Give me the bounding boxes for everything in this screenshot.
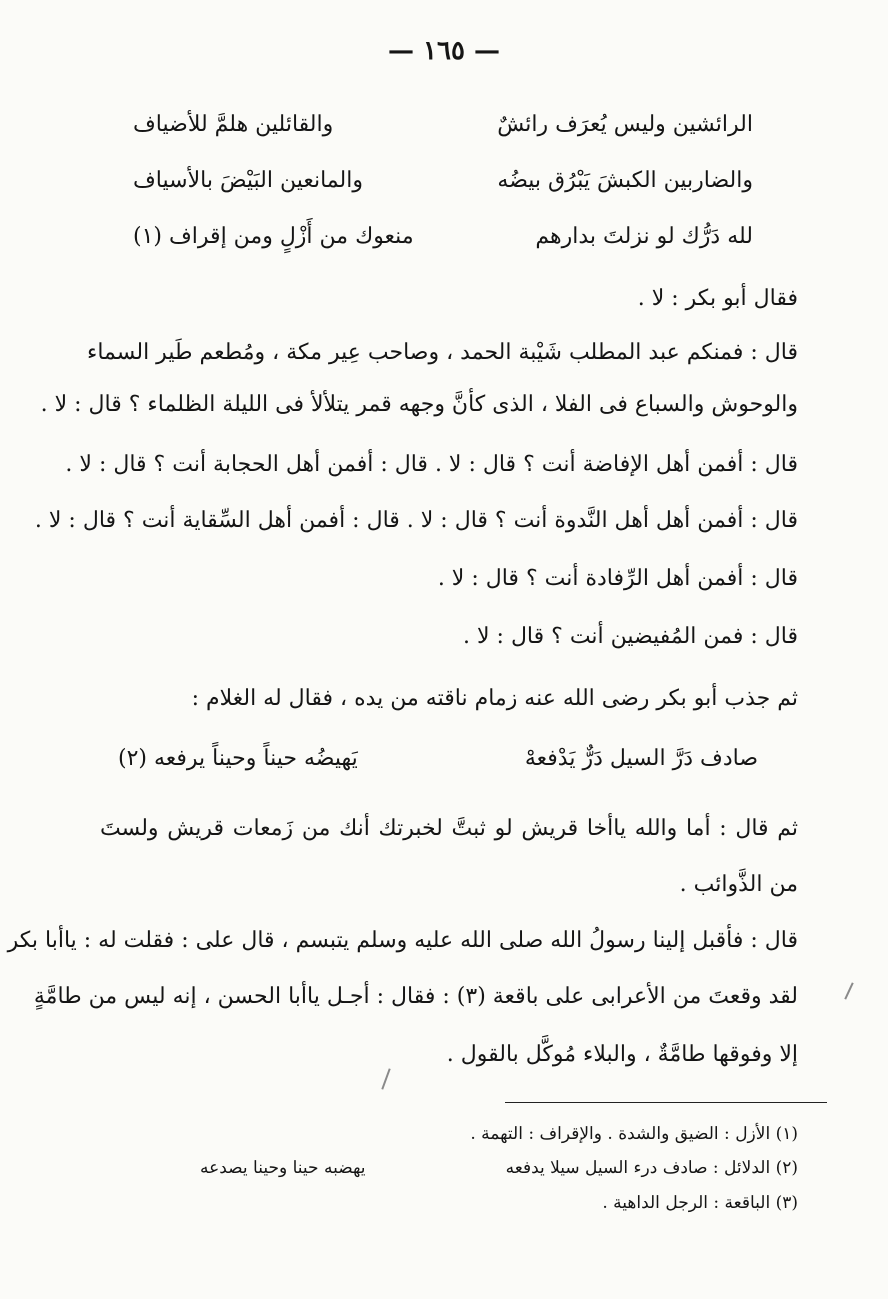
text-line: لقد وقعتَ من الأعرابى على باقعة (٣) : فقال : أجـل ياأبا الحسن ، إنه ليس من طامَّةٍ [33, 984, 798, 1009]
text-line: قال : أفمن أهل الرِّفادة أنت ؟ قال : لا . [437, 566, 798, 591]
verse-row [133, 168, 753, 208]
verse-hemistich-left: يَهيضُه حيناً وحيناً يرفعه (٢) [118, 746, 358, 771]
scan-mark [844, 982, 853, 999]
text-line: والوحوش والسباع فى الفلا ، الذى كأنَّ وجهه قمر يتلألأ فى الليلة الظلماء ؟ قال : لا . [40, 392, 798, 417]
footnote: (١) الأزل : الضيق والشدة . والإقراف : التهمة . [470, 1124, 798, 1144]
verse-row [133, 224, 753, 264]
scan-mark [381, 1068, 390, 1089]
text-line: ثم قال : أما والله ياأخا قريش لو ثبتَّ لخبرتك أنك من زَمعات قريش ولستَ [100, 816, 798, 841]
text-line: قال : أفمن أهل أهل النَّدوة أنت ؟ قال : لا . قال : أفمن أهل السِّقاية أنت ؟ قال : لا . [34, 508, 798, 533]
verse-hemistich-left: والقائلين هلمَّ للأضياف [133, 112, 334, 137]
text-line: فقال أبو بكر : لا . [637, 286, 798, 311]
page-number: — ١٦٥ — [387, 36, 501, 66]
verse-hemistich-left: والمانعين البَيْضَ بالأسياف [133, 168, 363, 193]
text-line: ثم جذب أبو بكر رضى الله عنه زمام ناقته من يده ، فقال له الغلام : [191, 686, 798, 711]
verse-hemistich-left: منعوك من أَزْلٍ ومن إقراف (١) [133, 224, 414, 249]
footnote-verse-second-half: يهضبه حينا وحينا يصدعه [200, 1158, 366, 1178]
text-line: من الذَّوائب . [679, 872, 798, 897]
text-line: قال : فمن المُفيضين أنت ؟ قال : لا . [463, 624, 798, 649]
verse-hemistich-right: الرائشين وليس يُعرَف رائشٌ [497, 112, 753, 137]
text-line: قال : أفمن أهل الإفاضة أنت ؟ قال : لا . قال : أفمن أهل الحجابة أنت ؟ قال : لا . [65, 452, 798, 477]
text-line: قال : فمنكم عبد المطلب شَيْبة الحمد ، وصاحب عِير مكة ، ومُطعم طَير السماء [86, 340, 798, 365]
verse-row [118, 746, 758, 786]
footnote-rule [505, 1102, 827, 1103]
verse-hemistich-right: صادف دَرَّ السيل دَرٌّ يَدْفعهْ [524, 746, 758, 771]
verse-row [133, 112, 753, 152]
text-line: إلا وفوقها طامَّةٌ ، والبلاء مُوكَّل بالقول . [446, 1042, 798, 1067]
verse-hemistich-right: لله دَرُّك لو نزلتَ بدارهم [535, 224, 753, 249]
footnote: (٣) الباقعة : الرجل الداهية . [602, 1193, 798, 1213]
text-line: قال : فأقبل إلينا رسولُ الله صلى الله عليه وسلم يتبسم ، قال على : فقلت له : ياأبا بكر [7, 928, 798, 953]
verse-hemistich-right: والضاربين الكبشَ يَبْرُق بيضُه [497, 168, 753, 193]
footnote: (٢) الدلائل : صادف درء السيل سيلا يدفعه [505, 1158, 798, 1178]
